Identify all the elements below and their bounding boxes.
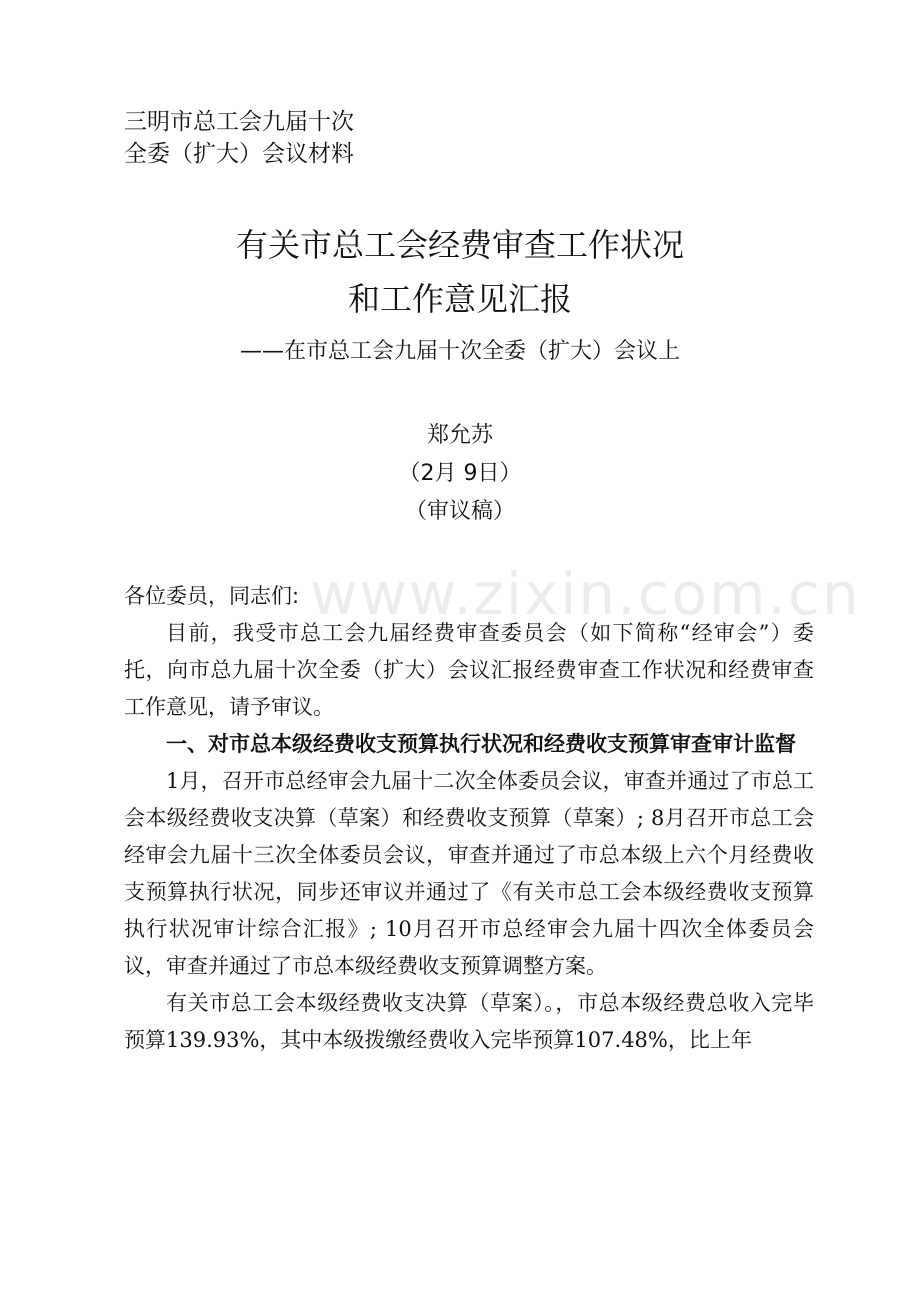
subtitle: ——在市总工会九届十次全委（扩大）会议上 xyxy=(239,339,680,364)
salutation: 各位委员，同志们: xyxy=(124,584,300,608)
paragraph-final-accounts: 有关市总工会本级经费收支决算（草案）。，市总本级经费总收入完毕预算139.93%，其中本级拨缴经费收入完毕预算107.48%，比上年 xyxy=(124,991,814,1052)
title-line-2: 和工作意见汇报 xyxy=(347,280,572,318)
title-line-1: 有关市总工会经费审查工作状况 xyxy=(235,226,684,264)
title-block xyxy=(0,218,920,372)
header-line-2: 全委（扩大）会议材料 xyxy=(124,141,354,167)
meta-block xyxy=(0,417,920,531)
header-line-1: 三明市总工会九届十次 xyxy=(124,109,354,135)
watermark: www.zixin.com.cn xyxy=(310,560,861,628)
paragraph-meetings: 1月，召开市总经审会九届十二次全体委员会议，审查并通过了市总工会本级经费收支决算（草案）和经费收支预算（草案）; 8月召开市总工会经审会九届十三次全体委员会议，审查并通过了市总本级上六个月经费收支预算执行状况，同步还审议并通过了《有关市总工会本级经费收支预算执行状况审计综合汇报》; 10月召开市总经审会九届十四次全体委员会议，审查并通过了市总本级经费收支预算调整方案。 xyxy=(124,769,814,978)
draft-status: （审议稿） xyxy=(404,499,515,524)
document-body xyxy=(124,578,814,1059)
document-header xyxy=(124,106,354,170)
section-heading-1: 一、对市总本级经费收支预算执行状况和经费收支预算审查审计监督 xyxy=(166,732,796,756)
paragraph-intro: 目前，我受市总工会九届经费审查委员会（如下简称“经审会”）委托，向市总九届十次全委（扩大）会议汇报经费审查工作状况和经费审查工作意见，请予审议。 xyxy=(124,621,814,719)
author-name: 郑允苏 xyxy=(426,423,493,448)
report-date: （2月 9日） xyxy=(398,461,522,486)
